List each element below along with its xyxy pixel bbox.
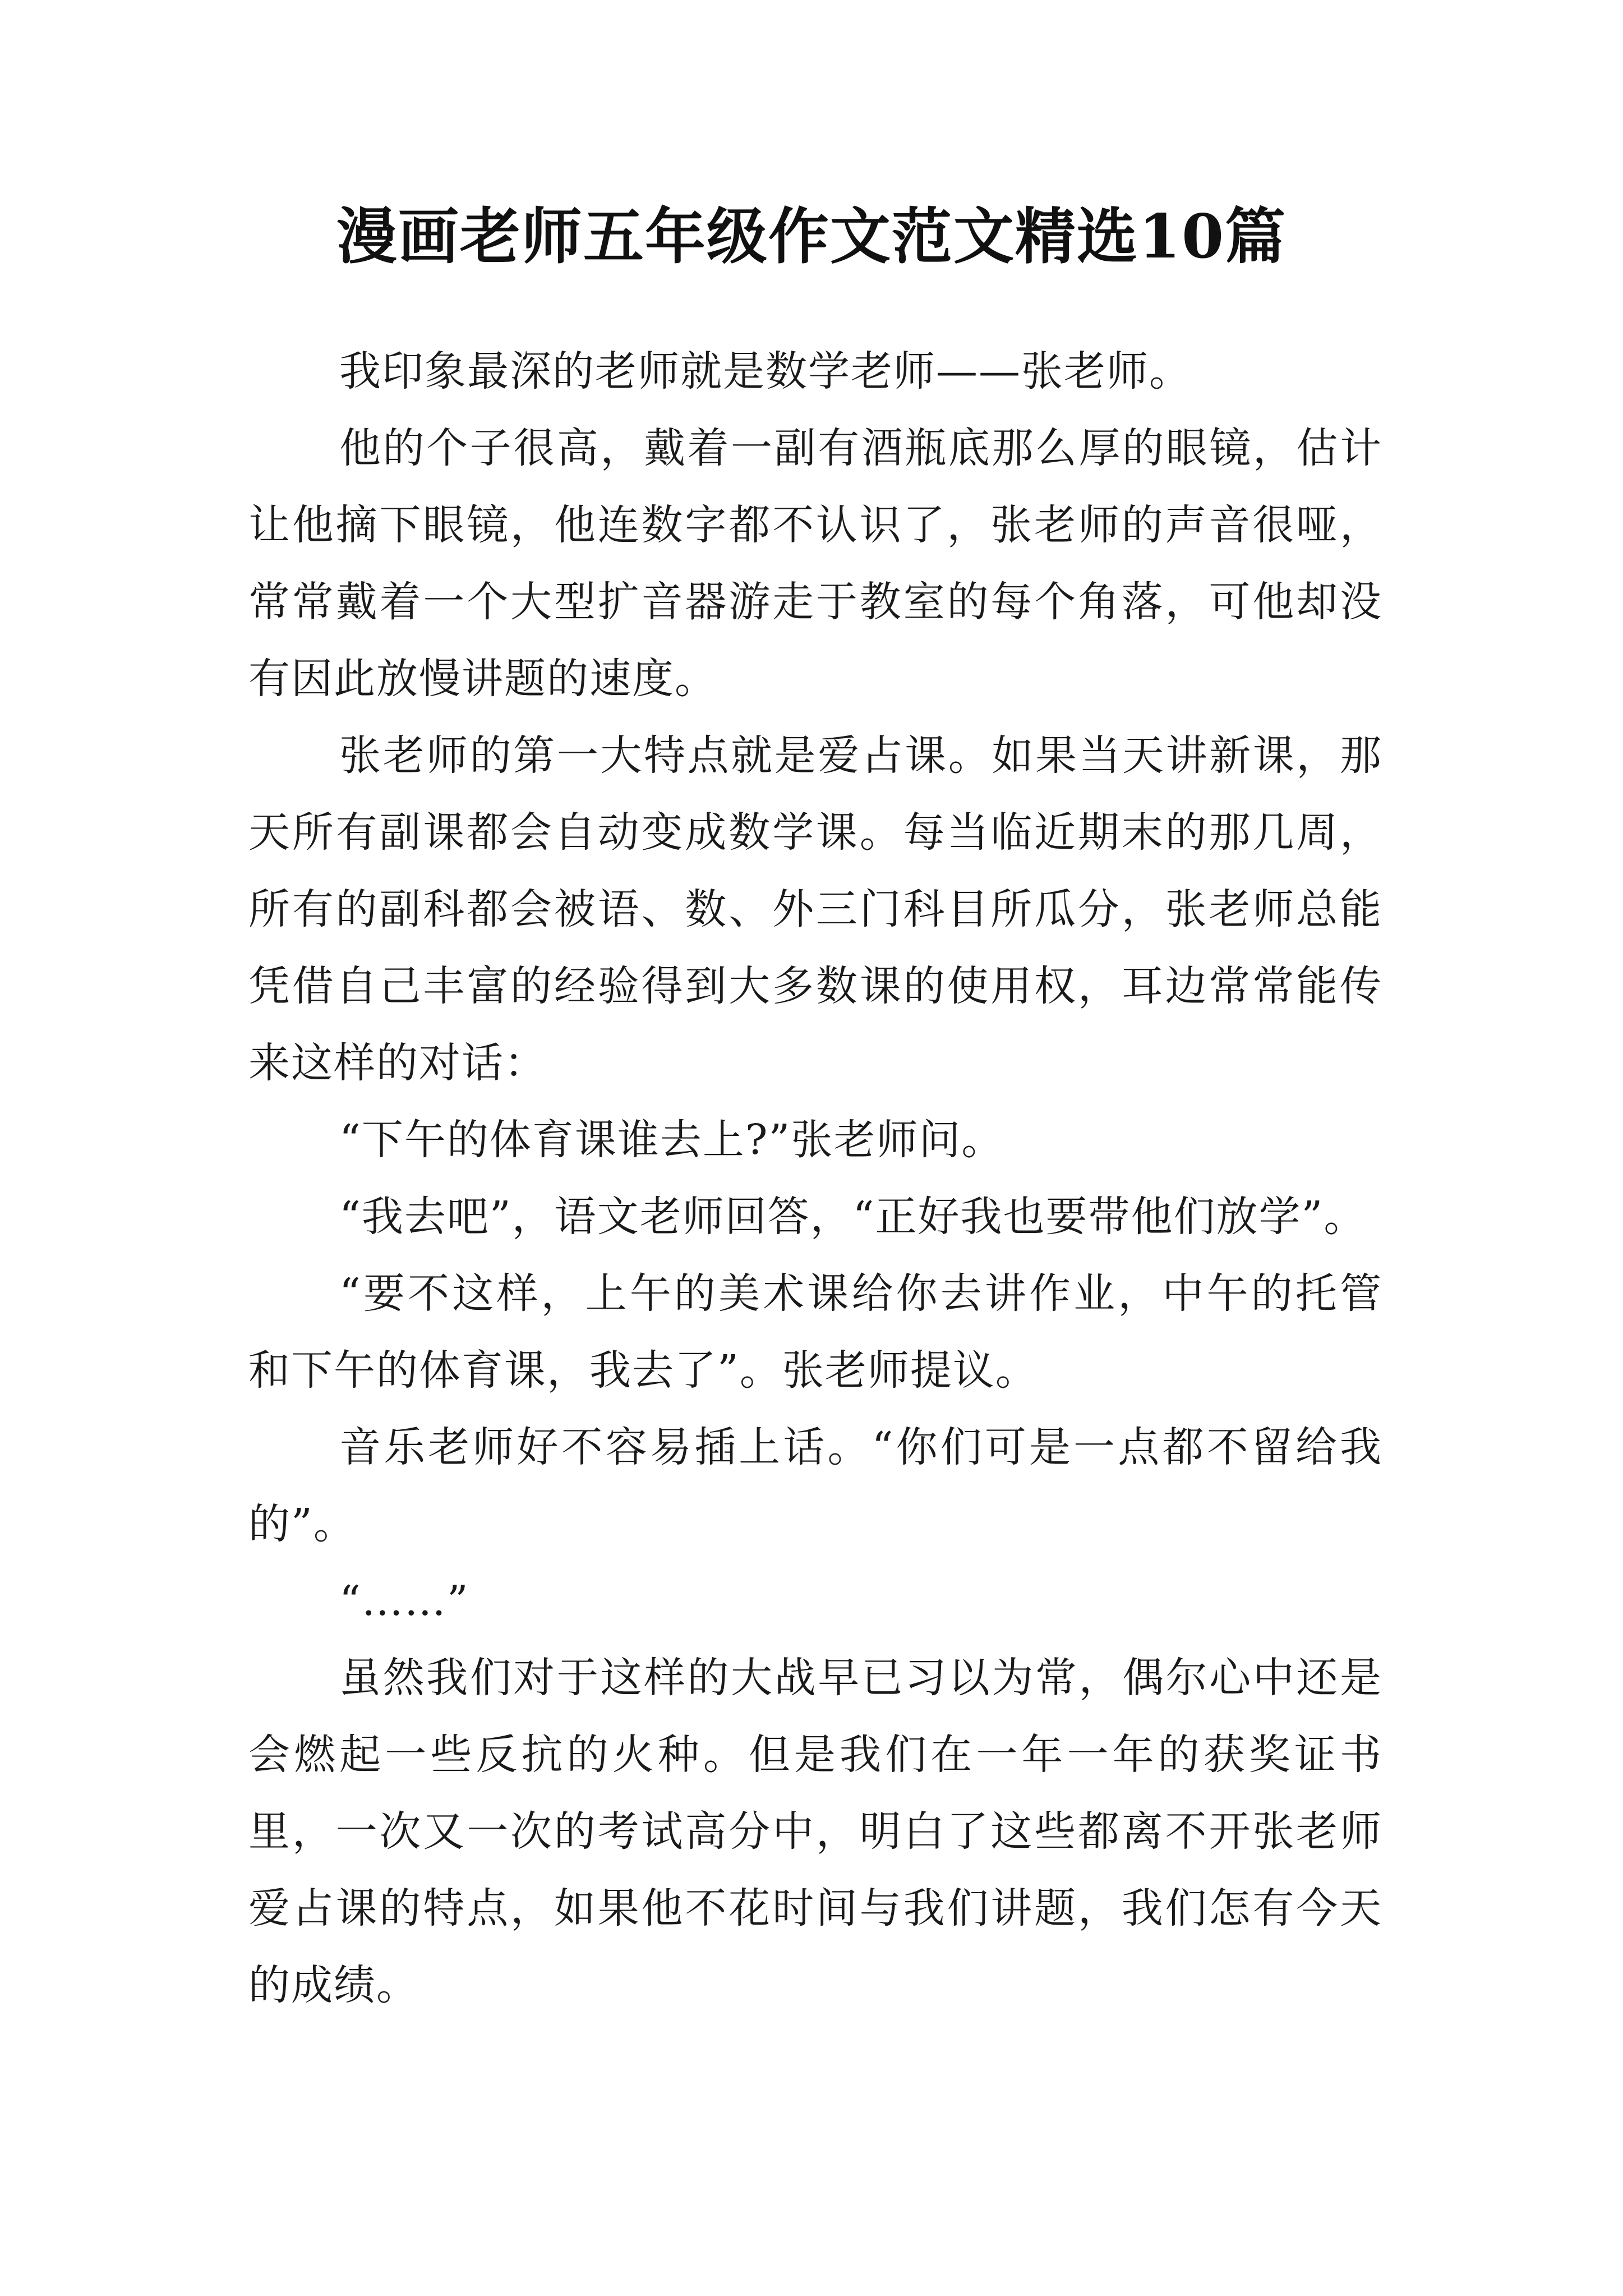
paragraph-4: “下午的体育课谁去上?”张老师问。 <box>339 1116 1004 1164</box>
paragraph-3: 张老师的第一大特点就是爱占课。如果当天讲新课，那天所有副课都会自动变成数学课。每当临近期末的那几周，所有的副科都会被语、数、外三门科目所瓜分，张老师总能凭借自己丰富的经验得到大多数课的使用权，耳边常常能传来这样的对话： <box>248 731 1382 1087</box>
paragraph-1: 我印象最深的老师就是数学老师——张老师。 <box>339 347 1192 395</box>
paragraph-5: “我去吧”，语文老师回答，“正好我也要带他们放学”。 <box>339 1193 1367 1241</box>
document-body <box>248 333 1382 2024</box>
document-title: 漫画老师五年级作文范文精选10篇 <box>336 201 1287 272</box>
paragraph-8: “……” <box>339 1577 469 1625</box>
paragraph-2: 他的个子很高，戴着一副有酒瓶底那么厚的眼镜，估计让他摘下眼镜，他连数字都不认识了，张老师的声音很哑，常常戴着一个大型扩音器游走于教室的每个角落，可他却没有因此放慢讲题的速度。 <box>248 424 1382 703</box>
paragraph-7: 音乐老师好不容易插上话。“你们可是一点都不留给我的”。 <box>248 1423 1382 1548</box>
paragraph-6: “要不这样，上午的美术课给你去讲作业，中午的托管和下午的体育课，我去了”。张老师提议。 <box>248 1269 1382 1395</box>
paragraph-9: 虽然我们对于这样的大战早已习以为常，偶尔心中还是会燃起一些反抗的火种。但是我们在一年一年的获奖证书里，一次又一次的考试高分中，明白了这些都离不开张老师爱占课的特点，如果他不花时间与我们讲题，我们怎有今天的成绩。 <box>248 1654 1382 2009</box>
